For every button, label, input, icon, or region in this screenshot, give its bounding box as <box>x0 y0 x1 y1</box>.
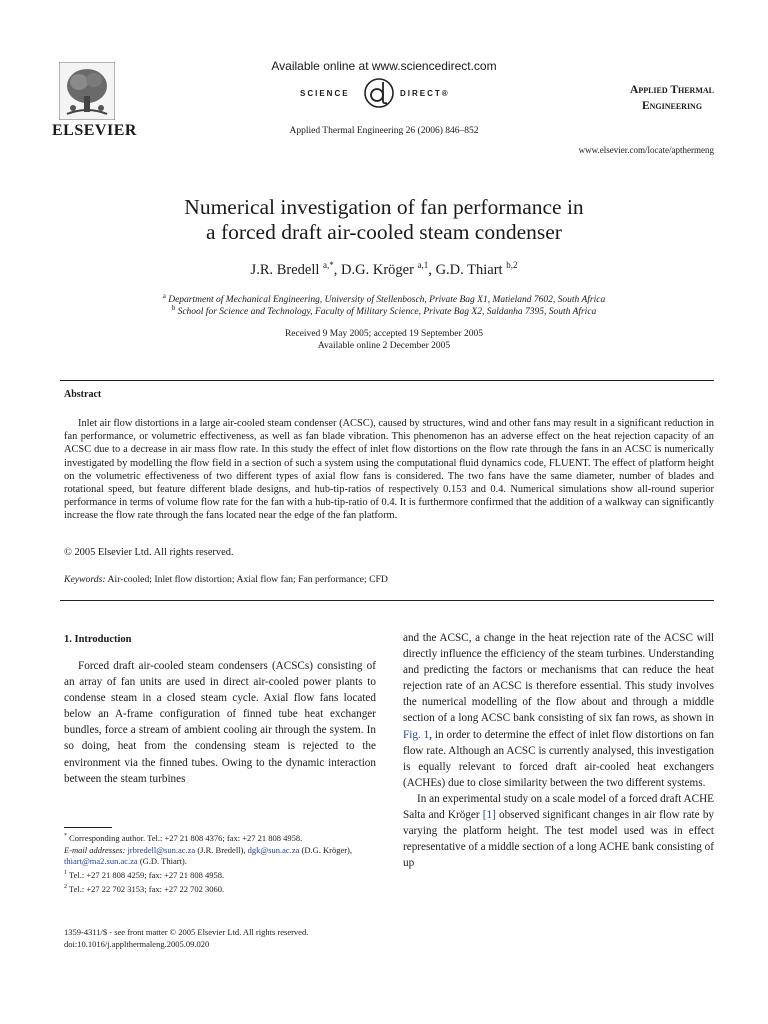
title-line1: Numerical investigation of fan performance in <box>184 195 584 219</box>
paragraph <box>403 630 714 791</box>
footnote-rule <box>64 827 112 828</box>
reference-link[interactable]: [1] <box>482 809 496 822</box>
footnote-sup: 2 <box>64 883 67 890</box>
journal-reference: Applied Thermal Engineering 26 (2006) 846–852 <box>289 126 479 136</box>
section-heading: 1. Introduction <box>64 634 132 645</box>
journal-name-line2: Engineering <box>641 100 703 112</box>
abstract-bottom-rule <box>60 600 714 601</box>
author-list: J.R. Bredell $^{a,*}$, D.G. Kröger $^{a,1}$, G.D. Thiart $^{b,2}$ <box>250 260 518 278</box>
email-owner: (J.R. Bredell), <box>197 844 246 855</box>
footnote-text: Tel.: +27 22 702 3153; fax: +27 22 702 3060. <box>68 883 225 894</box>
paragraph-text: In an experimental study on a scale model of a forced draft ACHE Salta and Kröger <box>403 792 714 822</box>
paragraph-text: and the ACSC, a change in the heat rejection rate of the ACSC will directly influence the efficiency of the steam turbines. Understanding and predicting the factors or mechanisms that can reduce the heat rejection rate of an ACSC is therefore essential. This study involves the numerical modelling of the flow about and through a middle section of a long ACSC bank consisting of six fan rows, as shown in <box>403 632 714 725</box>
paragraph: Forced draft air-cooled steam condensers (ACSCs) consisting of an array of fan units are used in direct air-cooled power plants to condense steam in a closed steam cycle. Axial flow fans located below an A-frame configuration of finned tube heat exchanger bundles, force a stream of ambient cooling air through the system. In so doing, heat from the condensing steam is rejected to the environment via the finned tubes. Owing to the dynamic interaction between the steam turbines <box>64 660 376 785</box>
footnotes <box>64 831 376 895</box>
right-column <box>403 630 714 871</box>
sciencedirect-logo[interactable] <box>300 78 470 108</box>
available-date: Available online 2 December 2005 <box>317 341 451 351</box>
journal-name-line1: Applied Thermal <box>630 84 714 96</box>
received-date: Received 9 May 2005; accepted 19 September 2005 <box>284 329 484 339</box>
available-online-text[interactable]: Available online at www.sciencedirect.com <box>271 59 497 73</box>
footnote-text: Corresponding author. Tel.: +27 21 808 4376; fax: +27 21 808 4958. <box>69 832 303 843</box>
title-line2: a forced draft air-cooled steam condenser <box>206 220 562 244</box>
publisher-name: ELSEVIER <box>52 122 137 139</box>
email-link[interactable]: thiart@ma2.sun.ac.za <box>64 855 138 866</box>
keywords <box>64 574 388 585</box>
affiliation-sup: a <box>162 292 166 300</box>
email-link[interactable]: dgk@sun.ac.za <box>247 844 300 855</box>
keywords-list: Air-cooled; Inlet flow distortion; Axial flow fan; Fan performance; CFD <box>107 574 388 585</box>
affiliation-text: School for Science and Technology, Faculty of Military Science, Private Bag X2, Saldanha 7395, South Africa <box>177 307 597 318</box>
affiliation-sup: b <box>171 304 176 312</box>
footnote-sup: * <box>64 833 67 839</box>
author-sup: a,* <box>323 260 334 270</box>
keywords-label: Keywords: <box>64 574 106 585</box>
email-owner: (G.D. Thiart). <box>139 855 187 866</box>
footnote-2 <box>64 882 376 895</box>
sciencedirect-d-icon <box>362 76 396 110</box>
footnote-sup: 1 <box>64 869 67 876</box>
footnote-1 <box>64 868 376 881</box>
author-sup: a,1 <box>417 260 429 270</box>
article-title <box>0 195 768 245</box>
figure-link[interactable]: Fig. 1 <box>403 728 430 741</box>
footnote-text: Tel.: +27 21 808 4259; fax: +27 21 808 4958. <box>68 869 225 880</box>
email-link[interactable]: jrbredell@sun.ac.za <box>127 844 196 855</box>
sd-direct-text: DIRECT® <box>400 89 450 98</box>
affiliation-text: Department of Mechanical Engineering, University of Stellenbosch, Private Bag X1, Matieland 7602, South Africa <box>168 295 606 306</box>
author-sup: b,2 <box>506 260 518 270</box>
abstract-top-rule <box>60 380 714 381</box>
sd-science-text: SCIENCE <box>300 89 350 98</box>
abstract-copyright: © 2005 Elsevier Ltd. All rights reserved. <box>64 547 234 558</box>
affiliation-b <box>0 304 768 317</box>
author-name: J.R. Bredell <box>250 261 320 278</box>
paragraph <box>403 791 714 871</box>
abstract-heading: Abstract <box>64 389 102 400</box>
left-column <box>64 658 376 787</box>
journal-name <box>630 82 714 114</box>
footnote-corresponding <box>64 831 376 844</box>
paragraph-text: , in order to determine the effect of inlet flow distortions on fan flow rate. Although an ACSC is currently analysed, this investigation is equally relevant to forced draft air-cooled heat exchangers (ACHEs) due to close similarity between the two different systems. <box>403 728 714 789</box>
journal-url-link[interactable]: www.elsevier.com/locate/apthermeng <box>578 145 714 155</box>
abstract-text: Inlet air flow distortions in a large air-cooled steam condenser (ACSC), caused by structures, wind and other fans may result in a significant reduction in fan performance, or volumetric effectiveness, as well as fan blade vibration. This phenomenon has an adverse effect on the heat rejection capacity of an ACSC due to a decrease in air mass flow rate. In this study the effect of inlet flow distortions on the flow rate through the fans in an ACSC is numerically investigated by modelling the flow field in a section of such a system using the computational fluid dynamics code, FLUENT. The effect of platform height on the volumetric effectiveness of two different types of axial flow fans is considered. The two fans have the same diameter, number of blades and rotational speed, but feature different blade designs, and hub-tip-ratios of respectively 0.153 and 0.4. Numerical simulations show all-round superior performance in terms of volume flow rate for the fan with a hub-tip-ratio of 0.4. It is furthermore confirmed that the addition of a walkway can significantly increase the flow rate through the fans located near the edge of the fan platform. <box>64 418 714 522</box>
paragraph-text: observed significant changes in air flow rate by varying the platform height. The test model used was in effect representative of a middle section of a long ACHE bank consisting of up <box>403 809 715 870</box>
author-name: D.G. Kröger <box>341 261 414 278</box>
front-matter <box>64 926 308 950</box>
footnote-emails <box>64 845 376 867</box>
email-owner: (D.G. Kröger), <box>301 844 353 855</box>
author-name: G.D. Thiart <box>435 261 503 278</box>
issn-line: 1359-4311/$ - see front matter © 2005 Elsevier Ltd. All rights reserved. <box>64 927 309 937</box>
doi-link[interactable]: doi:10.1016/j.applthermaleng.2005.09.020 <box>64 939 210 949</box>
email-label: E-mail addresses: <box>64 844 126 855</box>
